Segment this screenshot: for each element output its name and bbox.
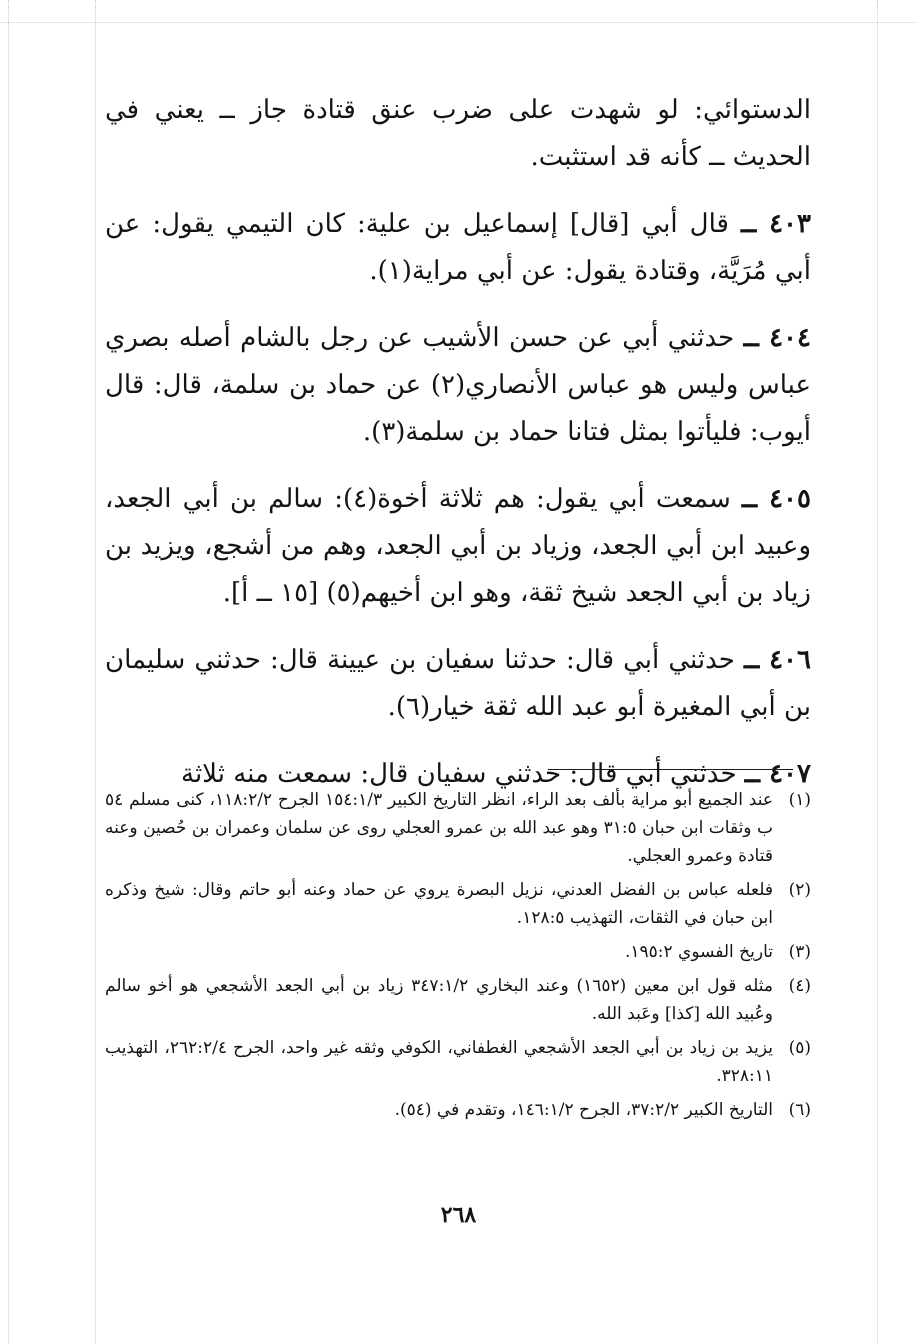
footnote-5	[105, 1034, 811, 1090]
entry-text: سمعت أبي يقول: هم ثلاثة أخوة(٤): سالم بن أبي الجعد، وعبيد ابن أبي الجعد، وزياد بن أبي الجعد، وهم من أشجع، ويزيد بن زياد بن أبي الجعد شيخ ثقة، وهو ابن أخيهم(٥) [١٥ ــ أ].	[105, 484, 811, 608]
footnote-text: فلعله عباس بن الفضل العدني، نزيل البصرة يروي عن حماد وعنه أبو حاتم وقال: شيخ وذكره ابن حبان في الثقات، التهذيب ١٢٨:٥.	[105, 880, 773, 928]
entry-number: ٤٠٤ ــ	[743, 323, 811, 353]
footnote-marker: (٥)	[788, 1038, 811, 1058]
footnote-marker: (٦)	[788, 1100, 811, 1120]
footnotes	[105, 786, 811, 1130]
entry-404	[105, 315, 811, 456]
margin-guide-right	[877, 0, 878, 1344]
footnote-text: عند الجميع أبو مراية بألف بعد الراء، انظر التاريخ الكبير ١٥٤:١/٣ الجرح ١١٨:٢/٢، كنى مسلم ٥٤ ب وثقات ابن حبان ٣١:٥ وهو عبد الله بن عمرو العجلي روى عن سلمان وعمران بن حُصين وعنه قتادة وعمرو العجلي.	[105, 790, 774, 866]
margin-guide-left	[95, 0, 96, 1344]
margin-guide-top	[0, 22, 917, 23]
entry-405	[105, 476, 811, 617]
entry-number: ٤٠٦ ــ	[743, 645, 811, 675]
footnote-text: مثله قول ابن معين (١٦٥٢) وعند البخاري ٣٤٧:١/٢ زياد بن أبي الجعد الأشجعي هو أخو سالم وعُبيد الله [كذا] وعَبد الله.	[105, 976, 774, 1024]
entry-403	[105, 201, 811, 295]
entry-number: ٤٠٣ ــ	[741, 209, 811, 239]
continuation-paragraph: الدستوائي: لو شهدت على ضرب عنق قتادة جاز ــ يعني في الحديث ــ كأنه قد استثبت.	[105, 95, 811, 172]
footnote-3	[105, 938, 811, 966]
main-text	[105, 87, 811, 818]
footnote-6	[105, 1096, 811, 1124]
footnote-marker: (٢)	[788, 880, 811, 900]
margin-guide-left-outer	[8, 0, 9, 1344]
footnote-text: تاريخ الفسوي ١٩٥:٢.	[624, 942, 773, 962]
entry-406	[105, 637, 811, 731]
entry-number: ٤٠٥ ــ	[741, 484, 811, 514]
entry-text: حدثني أبي قال: حدثني سفيان قال: سمعت منه ثلاثة	[181, 759, 737, 789]
entry-text: حدثني أبي عن حسن الأشيب عن رجل بالشام أصله بصري عباس وليس هو عباس الأنصاري(٢) عن حماد بن سلمة، قال: قال أيوب: فليأتوا بمثل فتانا حماد بن سلمة(٣).	[105, 323, 811, 447]
entry-text: حدثني أبي قال: حدثنا سفيان بن عيينة قال: حدثني سليمان بن أبي المغيرة أبو عبد الله ثقة خيار(٦).	[105, 645, 811, 722]
footnote-2	[105, 876, 811, 932]
entry-text: قال أبي [قال] إسماعيل بن علية: كان التيمي يقول: عن أبي مُرَيَّة، وقتادة يقول: عن أبي مراية(١).	[105, 209, 811, 286]
footnote-text: التاريخ الكبير ٣٧:٢/٢، الجرح ١٤٦:١/٢، وتقدم في (٥٤).	[394, 1100, 773, 1120]
footnote-marker: (١)	[788, 790, 811, 810]
footnote-4	[105, 972, 811, 1028]
footnote-text: يزيد بن زياد بن أبي الجعد الأشجعي الغطفاني، الكوفي وثقه غير واحد، الجرح ٢٦٢:٢/٤، التهذيب ٣٢٨:١١.	[105, 1038, 774, 1086]
entry-number: ٤٠٧ ــ	[744, 759, 811, 789]
footnote-marker: (٣)	[788, 942, 811, 962]
page-number: ٢٦٨	[440, 1202, 477, 1228]
footnote-divider	[548, 769, 793, 770]
footnote-marker: (٤)	[788, 976, 811, 996]
footnote-1	[105, 786, 811, 870]
